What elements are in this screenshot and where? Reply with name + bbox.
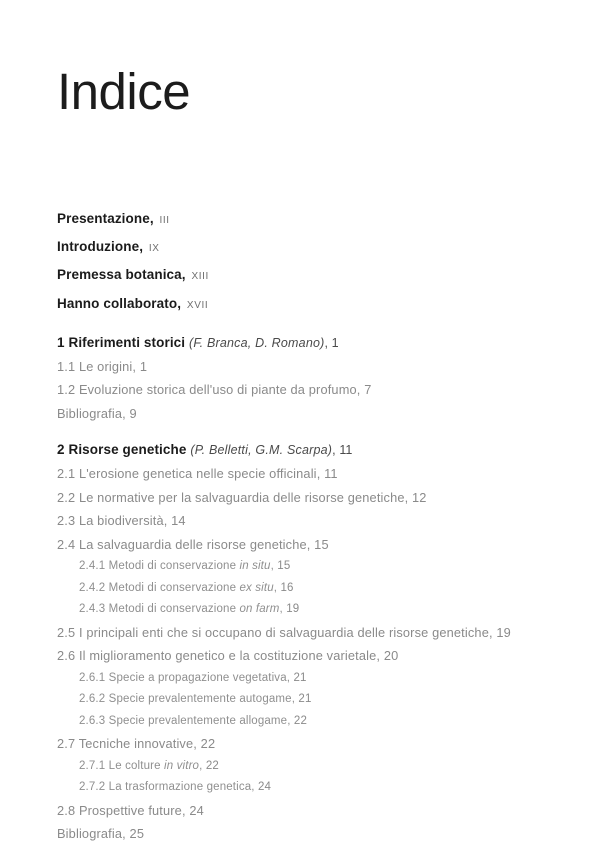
entry-separator: , [286, 671, 294, 684]
front-matter-entry[interactable] [57, 261, 557, 289]
entry-label: 2.6.1 Specie a propagazione vegetativa [79, 671, 287, 684]
entry-separator: , [324, 335, 332, 350]
entry-italic-term: in situ [239, 560, 271, 573]
entry-separator: , [181, 267, 190, 283]
toc-entry[interactable] [57, 533, 557, 557]
entry-separator: , [149, 211, 158, 226]
front-matter-entry[interactable] [57, 233, 557, 261]
toc-entry[interactable] [57, 668, 557, 690]
entry-page-number: 24 [189, 802, 204, 818]
entry-label: 1.1 Le origini [57, 358, 133, 374]
entry-page-number: 20 [383, 648, 399, 664]
entry-page-number: 25 [129, 826, 145, 842]
toc-entry[interactable] [57, 462, 557, 486]
chapter-list [57, 331, 557, 846]
entry-separator: , [273, 581, 281, 594]
entry-separator: , [316, 466, 325, 482]
chapter-number: 1 [57, 334, 65, 350]
entry-page-number: 7 [364, 382, 372, 398]
entry-page-number: 9 [129, 405, 137, 421]
entry-label: 2.4.1 Metodi di conservazione [79, 560, 240, 573]
entry-page-number: 22 [200, 736, 216, 752]
entry-separator: , [306, 536, 315, 552]
entry-label: 2.2 Le normative per la salvaguardia delle risorse genetiche [57, 489, 405, 505]
toc-entry[interactable] [57, 509, 557, 533]
entry-page-number: 22 [205, 759, 219, 772]
page-title: Indice [57, 63, 191, 120]
entry-page-number: 19 [286, 603, 300, 616]
entry-separator: , [251, 781, 258, 794]
entry-page-number: 22 [293, 714, 308, 727]
front-matter-list [57, 205, 557, 318]
chapter-number: 2 [57, 442, 65, 458]
chapter-block [57, 331, 557, 426]
chapter-title: Riferimenti storici [68, 334, 186, 350]
toc-entry[interactable] [57, 822, 557, 846]
entry-separator: , [193, 736, 201, 752]
entry-separator: , [404, 489, 413, 505]
chapter-heading[interactable] [57, 331, 557, 355]
entry-separator: , [163, 513, 172, 529]
entry-page-number: 16 [280, 581, 294, 594]
entry-separator: , [488, 624, 497, 640]
toc-entry[interactable] [57, 732, 557, 756]
entry-label: Presentazione [57, 211, 150, 226]
chapter-entry-list [57, 355, 557, 426]
entry-label: 2.4.3 Metodi di conservazione [79, 603, 240, 616]
chapter-title: Risorse genetiche [68, 442, 187, 458]
toc-entry[interactable] [57, 777, 557, 799]
entry-page-number: IX [148, 243, 160, 255]
toc-entry[interactable] [57, 644, 557, 668]
entry-separator: , [177, 295, 185, 311]
entry-page-number: XIII [191, 271, 209, 283]
entry-label: 1.2 Evoluzione storica dell'uso di piante da profumo [57, 382, 357, 398]
toc-entry[interactable] [57, 578, 557, 600]
entry-label: 2.8 Prospettive future [57, 802, 182, 818]
entry-label: Bibliografia [57, 826, 123, 842]
entry-page-number: 1 [139, 358, 148, 374]
entry-page-number: 11 [324, 466, 338, 482]
entry-label: 2.7.2 La trasformazione genetica [79, 781, 252, 794]
entry-separator: , [199, 759, 206, 772]
toc-entry[interactable] [57, 402, 557, 426]
entry-label: 2.6.3 Specie prevalentemente allogame [79, 714, 288, 727]
toc-content [57, 205, 557, 846]
entry-label: Hanno collaborato [57, 295, 178, 311]
chapter-entry-list [57, 462, 557, 846]
toc-entry[interactable] [57, 756, 557, 778]
entry-page-number: 12 [412, 489, 427, 505]
toc-entry[interactable] [57, 599, 557, 621]
entry-page-number: 21 [298, 693, 312, 706]
entry-separator: , [122, 405, 130, 421]
entry-separator: , [291, 693, 299, 706]
entry-page-number: 19 [496, 624, 511, 640]
entry-page-number: 21 [293, 671, 307, 684]
entry-label: 2.4 La salvaguardia delle risorse genetiche [57, 536, 307, 552]
entry-separator: , [279, 603, 287, 616]
entry-separator: , [332, 443, 340, 458]
front-matter-entry[interactable] [57, 290, 557, 318]
toc-entry[interactable] [57, 378, 557, 402]
entry-separator: , [181, 802, 190, 818]
chapter-page-number: 11 [339, 443, 353, 458]
entry-page-number: 15 [314, 536, 329, 552]
toc-entry[interactable] [57, 711, 557, 733]
entry-separator: , [139, 239, 147, 255]
chapter-authors: (F. Branca, D. Romano) [189, 335, 325, 350]
entry-separator: , [376, 648, 384, 664]
entry-italic-term: ex situ [239, 581, 274, 594]
entry-label: Bibliografia [57, 405, 123, 421]
entry-label: Premessa botanica [57, 267, 182, 283]
entry-label: 2.1 L'erosione genetica nelle specie officinali [57, 466, 317, 482]
toc-entry[interactable] [57, 799, 557, 823]
entry-label: 2.5 I principali enti che si occupano di salvaguardia delle risorse genetiche [57, 624, 489, 640]
entry-label: 2.7.1 Le colture [79, 759, 165, 772]
chapter-block [57, 438, 557, 846]
front-matter-entry[interactable] [57, 205, 557, 233]
entry-label: Introduzione [57, 239, 140, 255]
entry-separator: , [356, 382, 365, 398]
entry-label: 2.3 La biodiversità [57, 513, 164, 529]
toc-entry[interactable] [57, 355, 557, 379]
toc-entry[interactable] [57, 556, 557, 578]
entry-label: 2.7 Tecniche innovative [57, 736, 194, 752]
entry-label: 2.4.2 Metodi di conservazione [79, 581, 240, 594]
chapter-authors: (P. Belletti, G.M. Scarpa) [190, 443, 333, 458]
entry-page-number: 15 [277, 560, 291, 573]
toc-entry[interactable] [57, 486, 557, 510]
toc-entry[interactable] [57, 689, 557, 711]
entry-page-number: 14 [171, 513, 186, 529]
entry-italic-term: in vitro [164, 759, 200, 772]
entry-separator: , [287, 714, 294, 727]
entry-label: 2.6.2 Specie prevalentemente autogame [79, 693, 292, 706]
chapter-page-number: 1 [331, 335, 339, 350]
entry-page-number: 24 [258, 781, 272, 794]
entry-separator: , [270, 560, 278, 573]
entry-italic-term: on farm [239, 603, 280, 616]
toc-entry[interactable] [57, 621, 557, 645]
entry-page-number: XVII [186, 299, 209, 311]
entry-separator: , [132, 358, 140, 374]
chapter-heading[interactable] [57, 438, 557, 462]
entry-label: 2.6 Il miglioramento genetico e la costituzione varietale [57, 648, 377, 664]
entry-page-number: III [159, 215, 170, 226]
entry-separator: , [122, 826, 130, 842]
